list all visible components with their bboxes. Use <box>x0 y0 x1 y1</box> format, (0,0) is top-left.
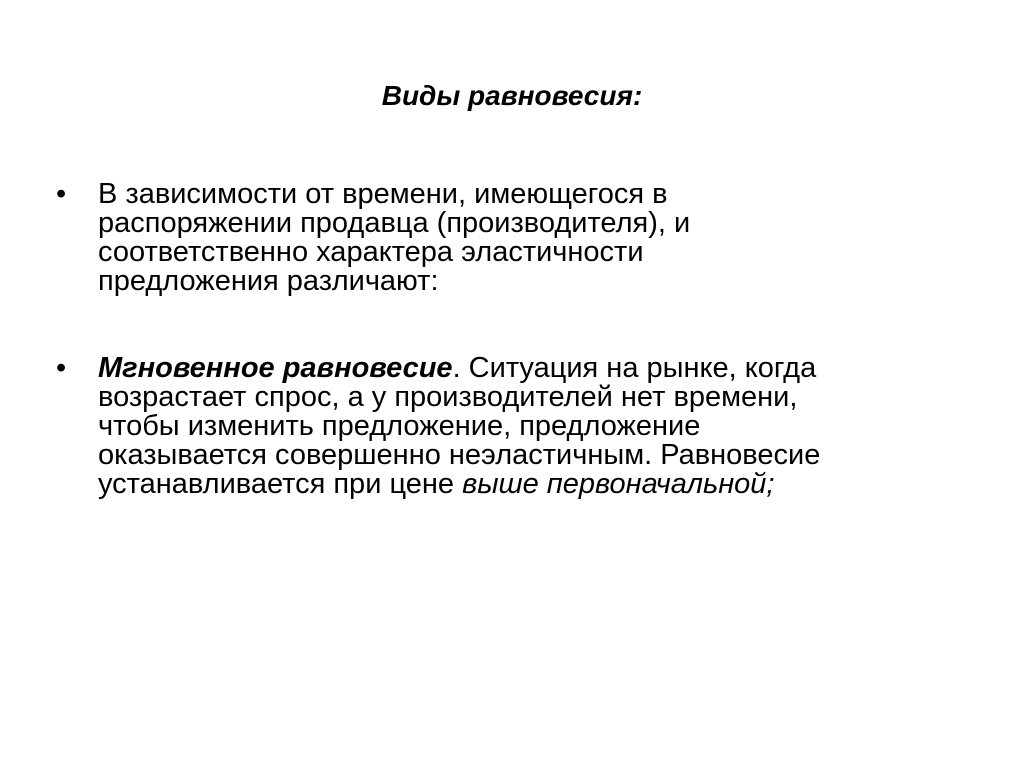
bullet-item-time-dependence <box>56 180 986 296</box>
bullet-icon: • <box>56 352 67 384</box>
bullet-line: устанавливается при цене <box>98 468 463 500</box>
bullet-line: предложения различают: <box>98 265 439 297</box>
slide-title: Виды равновесия: <box>381 80 643 111</box>
bullet-icon: • <box>56 178 67 210</box>
bullet-line: соответственно характера эластичности <box>98 236 644 268</box>
bullet-item-instant-equilibrium <box>56 354 986 499</box>
bullet-line: . Ситуация на рынке, когда <box>452 352 817 384</box>
bullet-list <box>56 180 986 499</box>
term-instant-equilibrium: Мгновенное равновесие <box>98 352 453 384</box>
emphasis-above-initial-price: выше первоначальной; <box>462 468 775 500</box>
bullet-line: возрастает спрос, а у производителей нет времени, <box>98 381 798 413</box>
bullet-line: чтобы изменить предложение, предложение <box>98 410 701 442</box>
bullet-line: распоряжении продавца (производителя), и <box>98 207 691 239</box>
bullet-line: оказывается совершенно неэластичным. Равновесие <box>98 439 821 471</box>
bullet-line: В зависимости от времени, имеющегося в <box>98 178 668 210</box>
